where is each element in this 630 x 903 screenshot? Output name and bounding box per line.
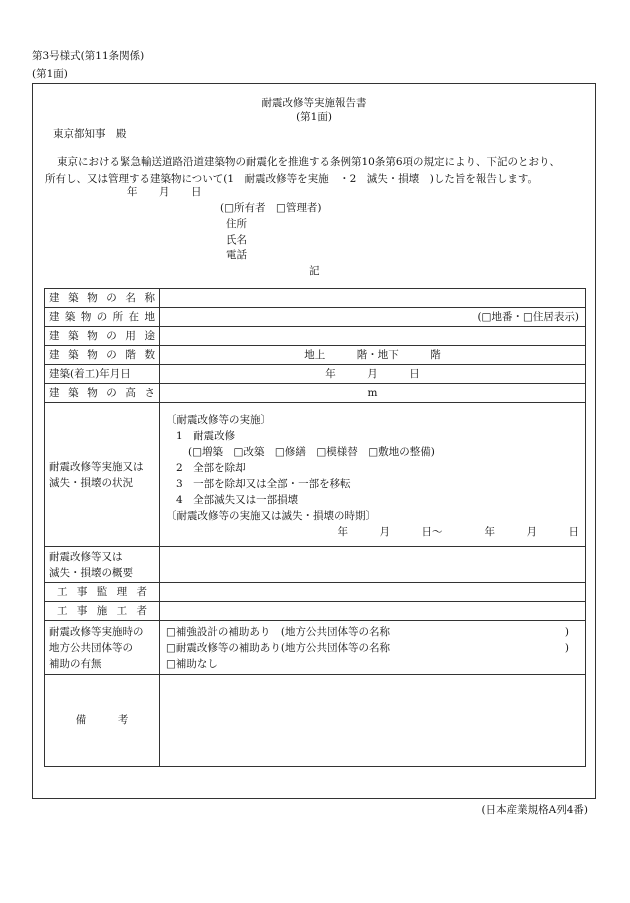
status-option: 4 全部滅失又は一部損壊: [176, 493, 299, 506]
subsidy-label: 耐震改修等実施時の 地方公共団体等の 補助の有無: [45, 621, 160, 675]
ki-mark: 記: [309, 265, 320, 277]
summary-field[interactable]: [160, 547, 586, 583]
subsidy-field: [160, 621, 586, 675]
building-height-label: 建 築 物 の 高 さ: [45, 384, 160, 403]
date-month: 月: [159, 186, 170, 198]
table-row: [45, 327, 586, 346]
supervisor-field[interactable]: [160, 583, 586, 602]
body-text-line2: 所有し、又は管理する建築物について(1 耐震改修等を実施 ・2 滅失・損壊 )した旨を報告します。: [45, 173, 539, 185]
subsidy-option-design[interactable]: □補強設計の補助あり (地方公共団体等の名称 ): [166, 625, 569, 638]
remarks-label: 備 考: [45, 675, 160, 767]
remarks-field[interactable]: [160, 675, 586, 767]
phone-label: 電話: [226, 249, 247, 261]
doc-subtitle: (第1面): [296, 111, 332, 123]
table-row: [45, 289, 586, 308]
date-year: 年: [127, 186, 138, 198]
summary-label: 耐震改修等又は 滅失・損壊の概要: [45, 547, 160, 583]
table-row: [45, 384, 586, 403]
construction-date-field[interactable]: [160, 365, 586, 384]
status-option: 1 耐震改修: [176, 429, 236, 442]
address-label: 住所: [226, 218, 247, 230]
supervisor-label: 工 事 監 理 者: [45, 583, 160, 602]
building-location-field[interactable]: [160, 308, 586, 327]
building-use-label: 建 築 物 の 用 途: [45, 327, 160, 346]
status-period: 年 月 日〜 年 月 日: [337, 525, 579, 538]
status-line: 〔耐震改修等の実施〕: [166, 413, 271, 426]
addressee: 東京都知事 殿: [53, 128, 127, 140]
body-text-line1: 東京における緊急輸送道路沿道建築物の耐震化を推進する条例第10条第6項の規定により、下記のとおり、: [57, 156, 561, 168]
contractor-field[interactable]: [160, 602, 586, 621]
contractor-label: 工 事 施 工 者: [45, 602, 160, 621]
construction-date-label: 建築(着工)年月日: [45, 365, 160, 384]
construction-date-value: 年 月 日: [325, 367, 420, 380]
height-unit: m: [367, 386, 378, 399]
table-row: [45, 403, 586, 547]
status-period-heading: 〔耐震改修等の実施又は滅失・損壊の時期〕: [166, 509, 376, 522]
building-floors-label: 建 築 物 の 階 数: [45, 346, 160, 365]
building-location-label: 建 築 物 の 所 在 地: [45, 308, 160, 327]
subsidy-option-none[interactable]: □補助なし: [166, 657, 218, 670]
table-row: [45, 621, 586, 675]
date-day: 日: [191, 186, 202, 198]
building-name-label-text: 建 築 物 の 名 称: [49, 291, 155, 304]
status-label: 耐震改修等実施又は 滅失・損壊の状況: [45, 403, 160, 547]
location-type-note: (□地番・□住居表示): [477, 310, 579, 323]
page-indicator: (第1面): [32, 68, 68, 80]
doc-title: 耐震改修等実施報告書: [261, 97, 367, 109]
status-option: 2 全部を除却: [176, 461, 246, 474]
table-row: [45, 602, 586, 621]
reporter-role: (□所有者 □管理者): [220, 202, 322, 214]
paper-standard-note: (日本産業規格A列4番): [481, 804, 588, 816]
status-option: 3 一部を除却又は全部・一部を移転: [176, 477, 351, 490]
name-label: 氏名: [226, 234, 247, 246]
table-row: [45, 308, 586, 327]
floors-value: 地上 階・地下 階: [304, 348, 441, 361]
subsidy-option-retrofit[interactable]: □耐震改修等の補助あり(地方公共団体等の名称 ): [166, 641, 569, 654]
table-row: [45, 583, 586, 602]
table-row: [45, 675, 586, 767]
building-name-field[interactable]: [160, 289, 586, 308]
building-use-field[interactable]: [160, 327, 586, 346]
table-row: [45, 547, 586, 583]
table-row: [45, 346, 586, 365]
status-suboptions: (□増築 □改築 □修繕 □模様替 □敷地の整備): [188, 445, 435, 458]
building-height-field[interactable]: [160, 384, 586, 403]
building-name-label: [45, 289, 160, 308]
report-table: [44, 288, 586, 767]
table-row: [45, 365, 586, 384]
building-floors-field[interactable]: [160, 346, 586, 365]
status-field[interactable]: [160, 403, 586, 547]
form-number: 第3号様式(第11条関係): [32, 50, 145, 62]
